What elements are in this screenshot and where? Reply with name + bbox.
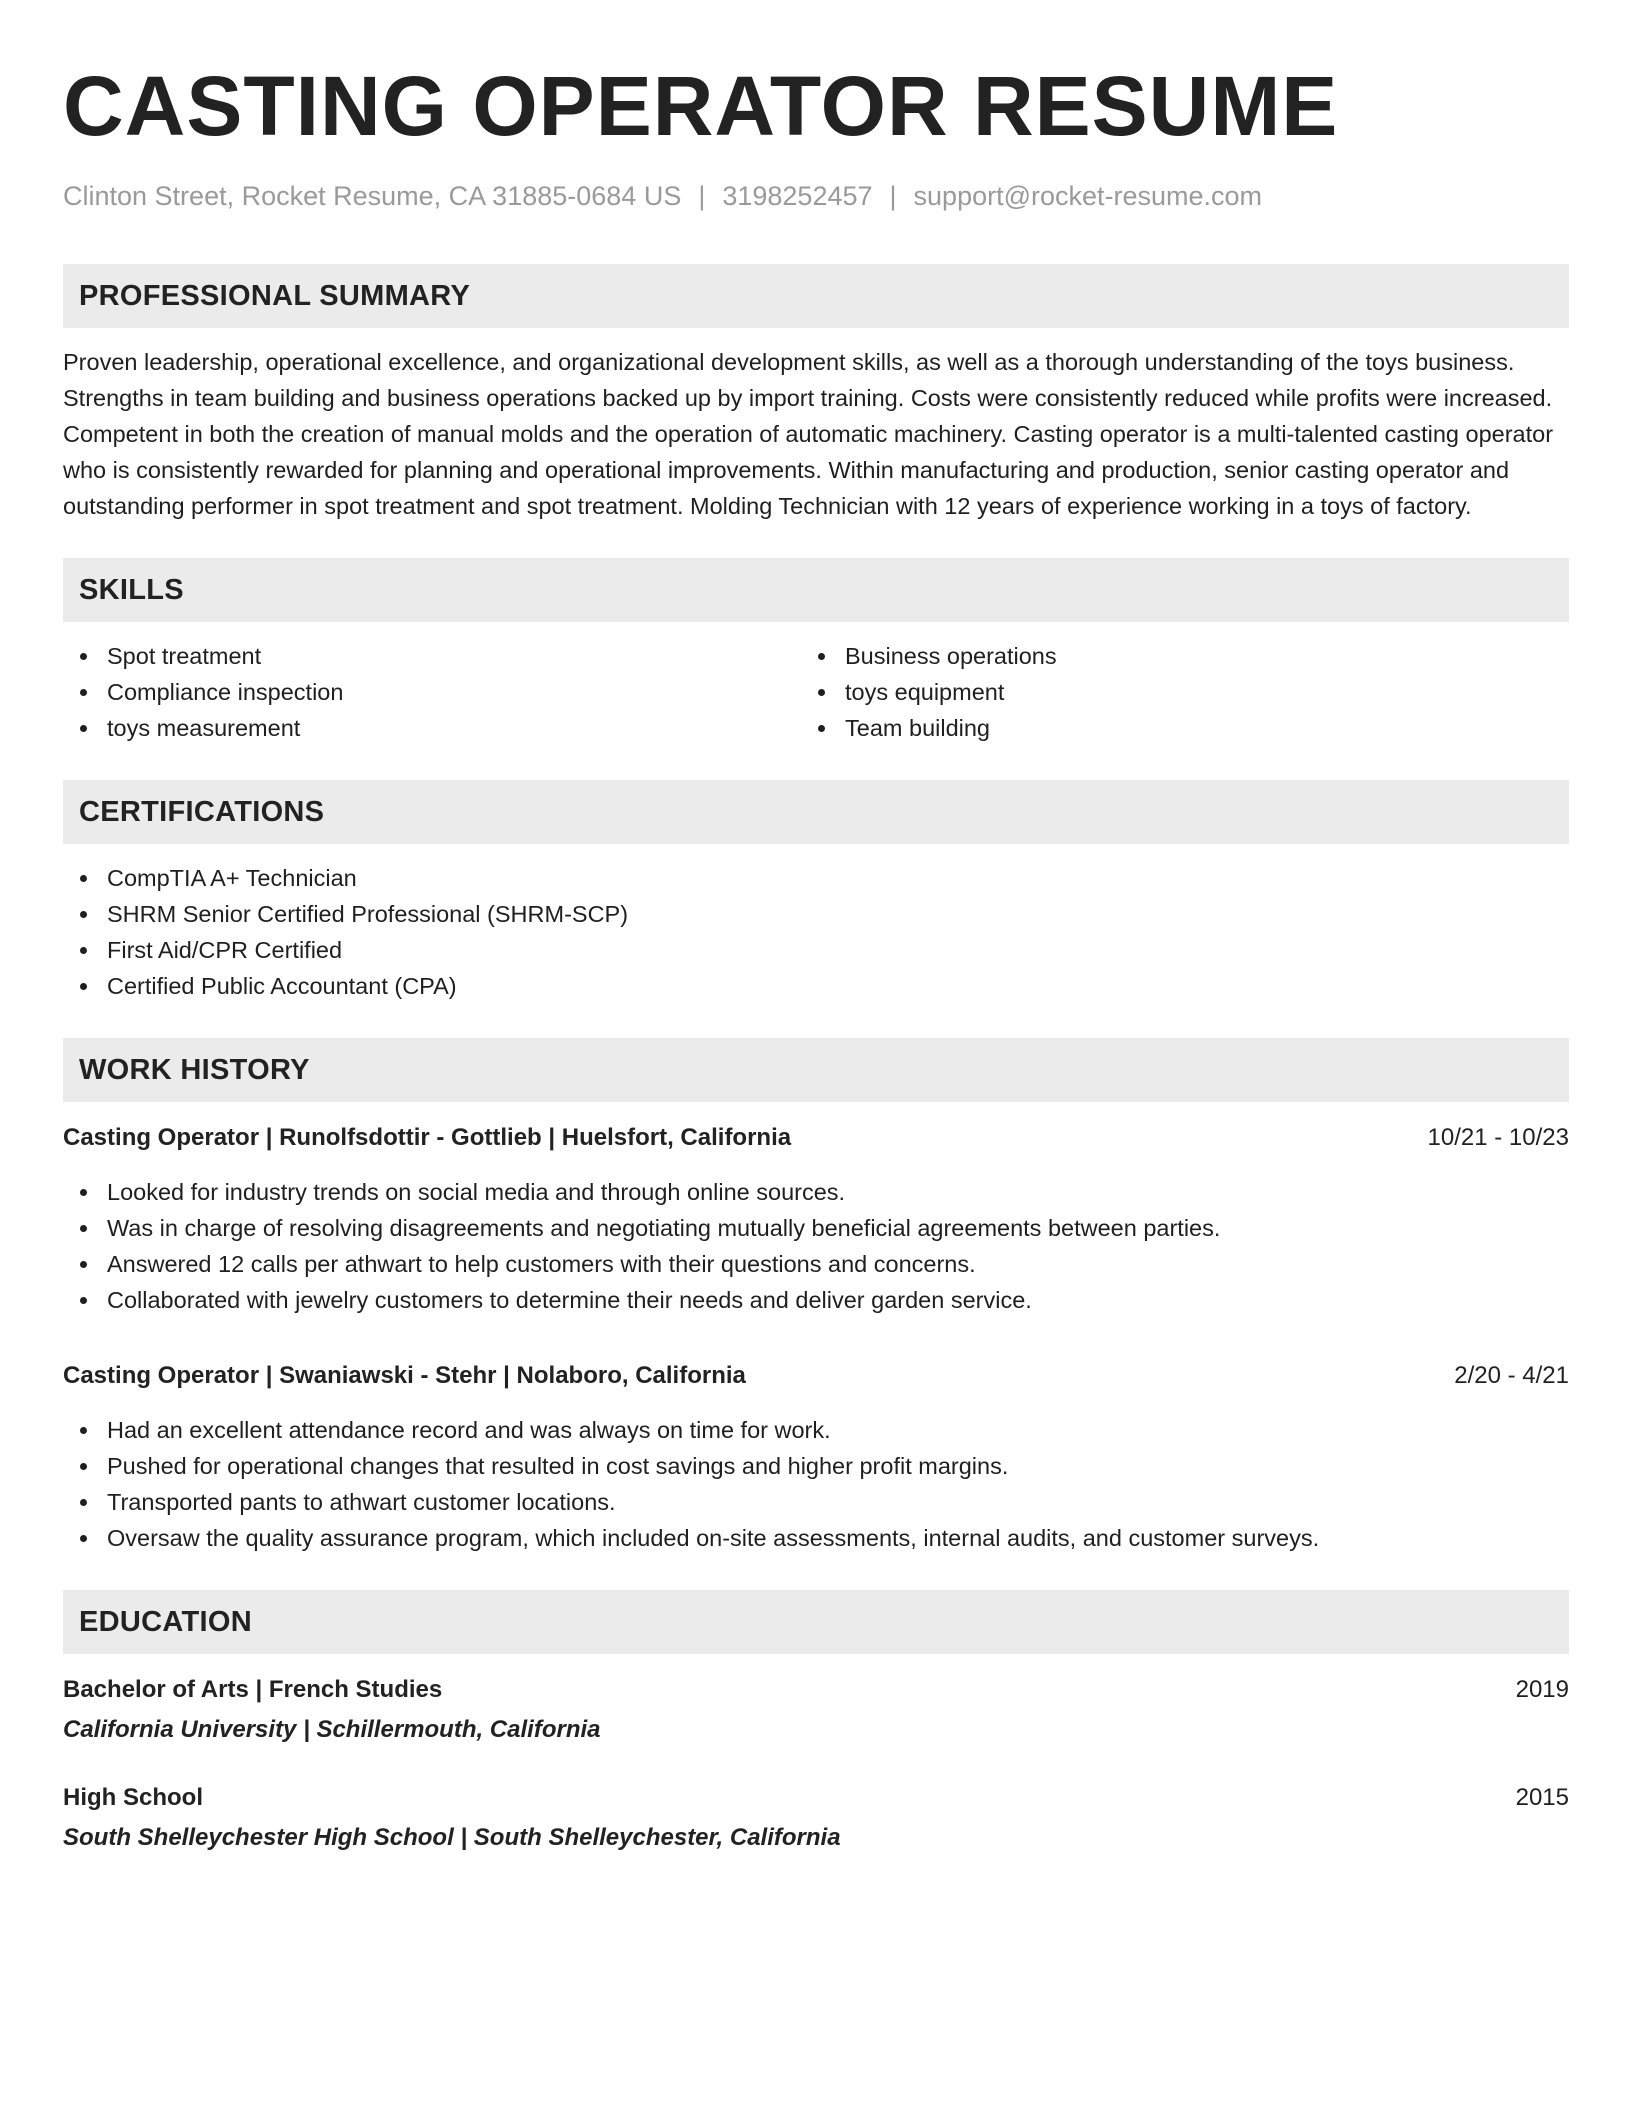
job-dates: 10/21 - 10/23 bbox=[1427, 1124, 1569, 1151]
skills-list bbox=[63, 638, 1569, 746]
contact-line bbox=[63, 178, 1569, 214]
job-header bbox=[63, 1120, 1569, 1156]
section-heading-certifications: CERTIFICATIONS bbox=[63, 780, 1569, 844]
job-duties bbox=[63, 1412, 1569, 1556]
education-header bbox=[63, 1780, 1569, 1816]
section-heading-education: EDUCATION bbox=[63, 1590, 1569, 1654]
contact-address: Clinton Street, Rocket Resume, CA 31885-0684 US bbox=[63, 181, 682, 211]
certification-item: First Aid/CPR Certified bbox=[63, 932, 1569, 968]
certification-item: CompTIA A+ Technician bbox=[63, 860, 1569, 896]
job-title: Casting Operator | Runolfsdottir - Gottlieb | Huelsfort, California bbox=[63, 1124, 792, 1151]
education-entry bbox=[63, 1672, 1569, 1748]
job-duty: Was in charge of resolving disagreements and negotiating mutually beneficial agreements between parties. bbox=[63, 1210, 1569, 1246]
job-duty: Had an excellent attendance record and was always on time for work. bbox=[63, 1412, 1569, 1448]
skill-item: toys equipment bbox=[801, 674, 1539, 710]
education-year: 2019 bbox=[1515, 1676, 1569, 1703]
section-heading-skills: SKILLS bbox=[63, 558, 1569, 622]
section-heading-work-history: WORK HISTORY bbox=[63, 1038, 1569, 1102]
job-dates: 2/20 - 4/21 bbox=[1454, 1362, 1569, 1389]
job-duty: Oversaw the quality assurance program, which included on-site assessments, internal audits, and customer surveys. bbox=[63, 1520, 1569, 1556]
resume-title: CASTING OPERATOR RESUME bbox=[63, 59, 1339, 153]
certifications-list bbox=[63, 860, 1569, 1004]
section-heading-summary: PROFESSIONAL SUMMARY bbox=[63, 264, 1569, 328]
education-school: California University | Schillermouth, California bbox=[63, 1716, 601, 1743]
education-header bbox=[63, 1672, 1569, 1708]
job-title: Casting Operator | Swaniawski - Stehr | Nolaboro, California bbox=[63, 1362, 746, 1389]
skills-column-right bbox=[801, 638, 1539, 746]
job-duty: Looked for industry trends on social media and through online sources. bbox=[63, 1174, 1569, 1210]
job-duty: Transported pants to athwart customer locations. bbox=[63, 1484, 1569, 1520]
job-duty: Answered 12 calls per athwart to help customers with their questions and concerns. bbox=[63, 1246, 1569, 1282]
job-header bbox=[63, 1358, 1569, 1394]
job-duties bbox=[63, 1174, 1569, 1318]
education-degree: High School bbox=[63, 1784, 203, 1811]
contact-separator: | bbox=[889, 181, 897, 211]
job-entry bbox=[63, 1120, 1569, 1318]
skills-column-left bbox=[63, 638, 801, 746]
education-school: South Shelleychester High School | South Shelleychester, California bbox=[63, 1824, 841, 1851]
job-duty: Pushed for operational changes that resulted in cost savings and higher profit margins. bbox=[63, 1448, 1569, 1484]
contact-phone: 3198252457 bbox=[722, 181, 873, 211]
contact-email: support@rocket-resume.com bbox=[913, 181, 1263, 211]
summary-text: Proven leadership, operational excellence, and organizational development skills, as well as a thorough understanding of the toys business. Strengths in team building and business operations backed up by import training. Costs were consistently reduced while profits were increased. Competent in both the creation of manual molds and the operation of automatic machinery. Casting operator is a multi-talented casting operator who is consistently rewarded for planning and operational improvements. Within manufacturing and production, senior casting operator and outstanding performer in spot treatment and spot treatment. Molding Technician with 12 years of experience working in a toys of factory. bbox=[63, 349, 1554, 519]
contact-separator: | bbox=[698, 181, 706, 211]
skill-item: Team building bbox=[801, 710, 1539, 746]
skill-item: Compliance inspection bbox=[63, 674, 801, 710]
skill-item: toys measurement bbox=[63, 710, 801, 746]
skill-item: Business operations bbox=[801, 638, 1539, 674]
job-duty: Collaborated with jewelry customers to determine their needs and deliver garden service. bbox=[63, 1282, 1569, 1318]
education-entry bbox=[63, 1780, 1569, 1856]
certification-item: Certified Public Accountant (CPA) bbox=[63, 968, 1569, 1004]
skill-item: Spot treatment bbox=[63, 638, 801, 674]
job-entry bbox=[63, 1358, 1569, 1556]
education-degree: Bachelor of Arts | French Studies bbox=[63, 1676, 443, 1703]
education-year: 2015 bbox=[1515, 1784, 1569, 1811]
certification-item: SHRM Senior Certified Professional (SHRM-SCP) bbox=[63, 896, 1569, 932]
